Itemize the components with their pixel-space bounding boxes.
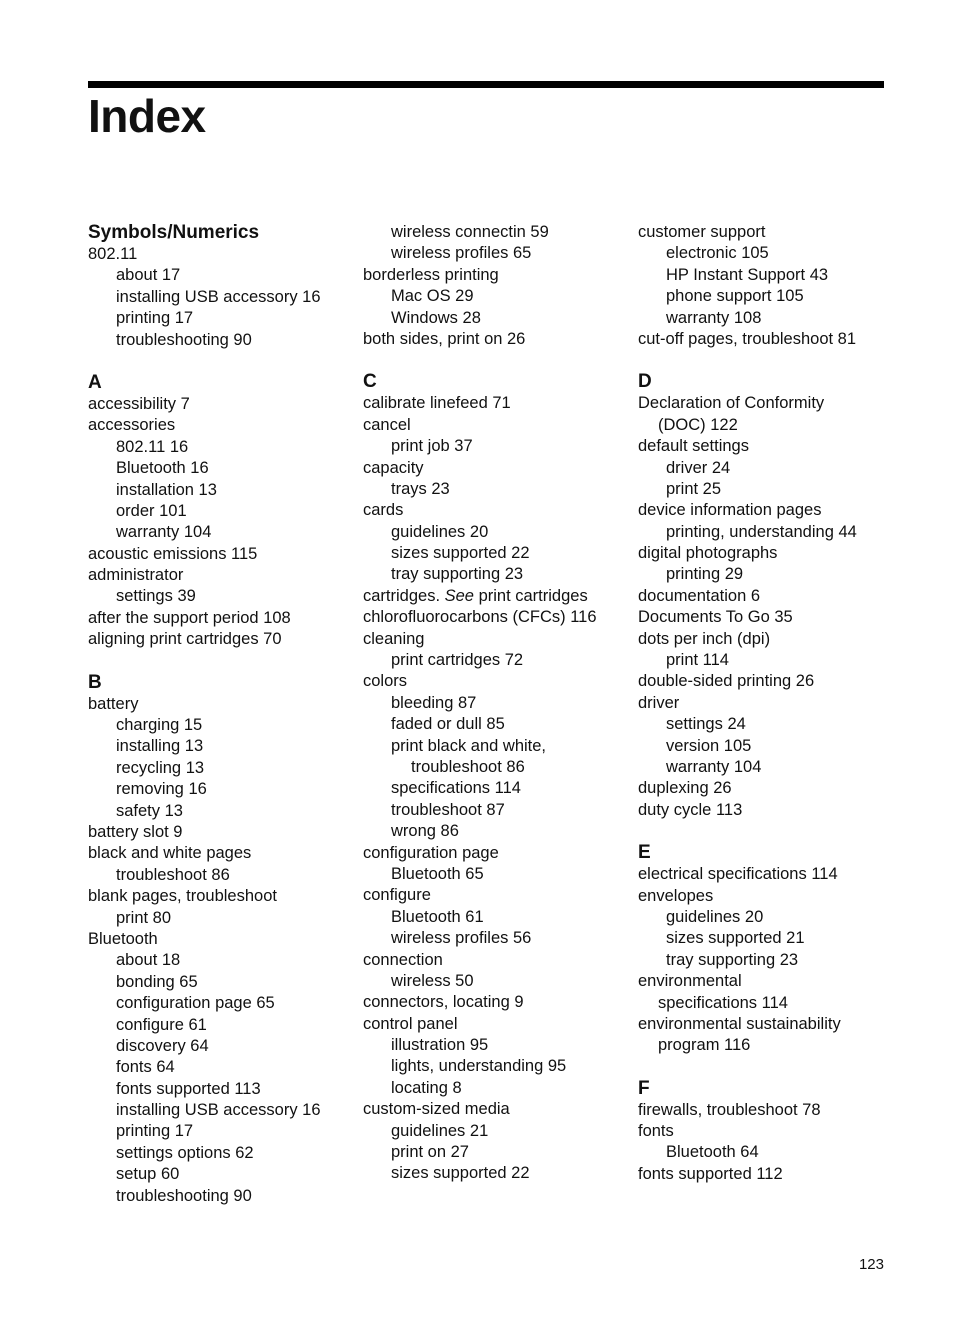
page-number: 123 [858, 1256, 884, 1273]
index-entry: digital photographs [638, 544, 778, 563]
index-entry-cross-reference [363, 586, 623, 607]
index-subentry: print on 27 [391, 1143, 469, 1162]
index-entry: capacity [363, 458, 424, 477]
index-subentry: wrong 86 [391, 822, 459, 841]
index-entry: accessibility 7 [88, 394, 190, 413]
index-subentry: version 105 [666, 736, 752, 755]
index-entry: control panel [363, 1014, 458, 1033]
index-entry: after the support period 108 [88, 608, 291, 627]
index-subentry: electronic 105 [666, 244, 769, 263]
index-subentry: sizes supported 22 [391, 544, 530, 563]
index-subentry: troubleshoot 86 [411, 757, 525, 776]
index-subentry: settings 39 [116, 587, 196, 606]
index-subentry: Bluetooth 61 [391, 907, 484, 926]
index-subentry: tray supporting 23 [391, 565, 524, 584]
index-subentry: sizes supported 21 [666, 929, 805, 948]
index-entry-continuation: (DOC) 122 [658, 415, 738, 434]
index-subentry: discovery 64 [116, 1036, 209, 1055]
index-subentry: configuration page 65 [116, 994, 275, 1013]
index-entry: cut-off pages, troubleshoot 81 [638, 329, 857, 348]
index-subentry: HP Instant Support 43 [666, 265, 829, 284]
index-section-heading: F [638, 1077, 650, 1099]
index-subentry: print 25 [666, 479, 722, 498]
index-entry: Bluetooth [88, 929, 158, 948]
index-subentry: about 18 [116, 951, 181, 970]
index-entry: device information pages [638, 501, 822, 520]
index-subentry: wireless connectin 59 [391, 223, 549, 241]
see-reference-target: print cartridges [473, 586, 588, 605]
index-section-heading: Symbols/Numerics [88, 222, 260, 243]
index-subentry: tray supporting 23 [666, 950, 799, 969]
index-entry: cancel [363, 415, 411, 434]
index-entry: black and white pages [88, 844, 252, 863]
index-subentry: installing USB accessory 16 [116, 287, 321, 306]
index-subentry: specifications 114 [391, 779, 521, 798]
index-subentry: troubleshoot 86 [116, 865, 230, 884]
index-entry: duplexing 26 [638, 779, 732, 798]
index-subentry: removing 16 [116, 780, 207, 799]
index-subentry: installing USB accessory 16 [116, 1101, 321, 1120]
index-entry: configure [363, 886, 431, 905]
index-subentry: printing, understanding 44 [666, 522, 857, 541]
index-subentry: print job 37 [391, 437, 473, 456]
index-entry: cards [363, 501, 404, 520]
index-subentry: troubleshoot 87 [391, 800, 505, 819]
index-subentry: safety 13 [116, 801, 183, 820]
index-subentry: lights, understanding 95 [391, 1057, 567, 1076]
index-entry: 802.11 [88, 245, 138, 263]
index-subentry: warranty 104 [666, 757, 762, 776]
index-subentry: settings options 62 [116, 1143, 254, 1162]
page-title: Index [88, 90, 206, 142]
index-subentry: Bluetooth 16 [116, 459, 209, 478]
index-section-heading: D [638, 371, 652, 393]
index-subentry: charging 15 [116, 716, 203, 735]
index-entry: Documents To Go 35 [638, 608, 793, 627]
index-entry-continuation: specifications 114 [658, 993, 788, 1012]
index-subentry: print 80 [116, 908, 172, 927]
index-entry: electrical specifications 114 [638, 865, 838, 884]
index-entry: default settings [638, 437, 749, 456]
index-subentry: setup 60 [116, 1165, 180, 1184]
index-subentry: 802.11 16 [116, 437, 189, 456]
index-subentry: troubleshooting 90 [116, 330, 252, 349]
see-reference-label: See [444, 586, 474, 605]
index-subentry: trays 23 [391, 479, 450, 498]
index-subentry: wireless profiles 56 [391, 929, 532, 948]
index-entry: blank pages, troubleshoot [88, 887, 277, 906]
index-subentry: Windows 28 [391, 308, 481, 327]
index-subentry: Bluetooth 64 [666, 1143, 759, 1162]
index-entry: driver [638, 693, 680, 712]
index-subentry: about 17 [116, 266, 181, 285]
index-subentry: print cartridges 72 [391, 651, 524, 670]
index-entry-term: cartridges. [363, 586, 445, 605]
index-entry: configuration page [363, 843, 499, 862]
index-entry: connectors, locating 9 [363, 993, 524, 1012]
index-entry: chlorofluorocarbons (CFCs) 116 [363, 608, 597, 627]
index-subentry: illustration 95 [391, 1036, 489, 1055]
index-subentry: order 101 [116, 501, 187, 520]
index-entry: fonts [638, 1122, 674, 1141]
index-subentry: fonts supported 113 [116, 1079, 261, 1098]
index-subentry: printing 29 [666, 565, 744, 584]
index-subentry: wireless 50 [391, 971, 474, 990]
index-section-heading: C [363, 371, 377, 393]
index-subentry: installation 13 [116, 480, 217, 499]
index-subentry: warranty 104 [116, 523, 212, 542]
index-subentry: configure 61 [116, 1015, 207, 1034]
index-subentry: guidelines 20 [666, 907, 764, 926]
index-entry: colors [363, 672, 408, 691]
index-subentry: print 114 [666, 651, 729, 670]
index-subentry: settings 24 [666, 715, 746, 734]
index-section-heading: B [88, 671, 102, 693]
index-entry: environmental sustainability [638, 1014, 841, 1033]
index-subentry: phone support 105 [666, 287, 804, 306]
index-entry: double-sided printing 26 [638, 672, 815, 691]
index-entry: aligning print cartridges 70 [88, 630, 282, 649]
index-entry-continuation: program 116 [658, 1036, 751, 1055]
index-entry: Declaration of Conformity [638, 394, 825, 413]
index-entry: firewalls, troubleshoot 78 [638, 1100, 821, 1119]
index-subentry: recycling 13 [116, 758, 205, 777]
index-subentry: wireless profiles 65 [391, 244, 532, 263]
index-entry: battery [88, 694, 139, 713]
index-entry: duty cycle 113 [638, 800, 743, 819]
index-entry: customer support [638, 223, 766, 241]
index-subentry: printing 17 [116, 1122, 194, 1141]
index-subentry: bleeding 87 [391, 693, 477, 712]
index-subentry: warranty 108 [666, 308, 762, 327]
index-subentry: locating 8 [391, 1078, 462, 1097]
title-rule [88, 81, 884, 88]
index-entry: connection [363, 950, 443, 969]
index-subentry: troubleshooting 90 [116, 1186, 252, 1205]
index-subentry: faded or dull 85 [391, 715, 505, 734]
index-entry: acoustic emissions 115 [88, 544, 258, 563]
index-entry: borderless printing [363, 265, 499, 284]
index-entry: administrator [88, 566, 184, 585]
index-subentry: guidelines 20 [391, 522, 489, 541]
index-entry: fonts supported 112 [638, 1164, 783, 1183]
index-entry: calibrate linefeed 71 [363, 394, 511, 413]
index-column-3 [638, 222, 898, 1185]
index-entry: dots per inch (dpi) [638, 629, 771, 648]
index-subentry: guidelines 21 [391, 1121, 489, 1140]
index-subentry: bonding 65 [116, 972, 198, 991]
index-subentry: installing 13 [116, 737, 204, 756]
index-subentry: printing 17 [116, 309, 194, 328]
index-entry: accessories [88, 416, 176, 435]
index-entry: documentation 6 [638, 586, 761, 605]
index-subentry: sizes supported 22 [391, 1164, 530, 1183]
index-column-2 [363, 222, 623, 1185]
index-entry: cleaning [363, 629, 425, 648]
index-subentry: print black and white, [391, 736, 547, 755]
index-entry: both sides, print on 26 [363, 329, 526, 348]
index-subentry: Mac OS 29 [391, 287, 474, 306]
index-entry: battery slot 9 [88, 822, 183, 841]
index-entry: envelopes [638, 886, 714, 905]
index-subentry: driver 24 [666, 458, 731, 477]
index-entry: environmental [638, 972, 742, 991]
index-entry: custom-sized media [363, 1100, 510, 1119]
index-column-1 [88, 222, 348, 1207]
index-section-heading: E [638, 842, 651, 864]
index-section-heading: A [88, 371, 102, 393]
index-subentry: Bluetooth 65 [391, 864, 484, 883]
index-subentry: fonts 64 [116, 1058, 175, 1077]
